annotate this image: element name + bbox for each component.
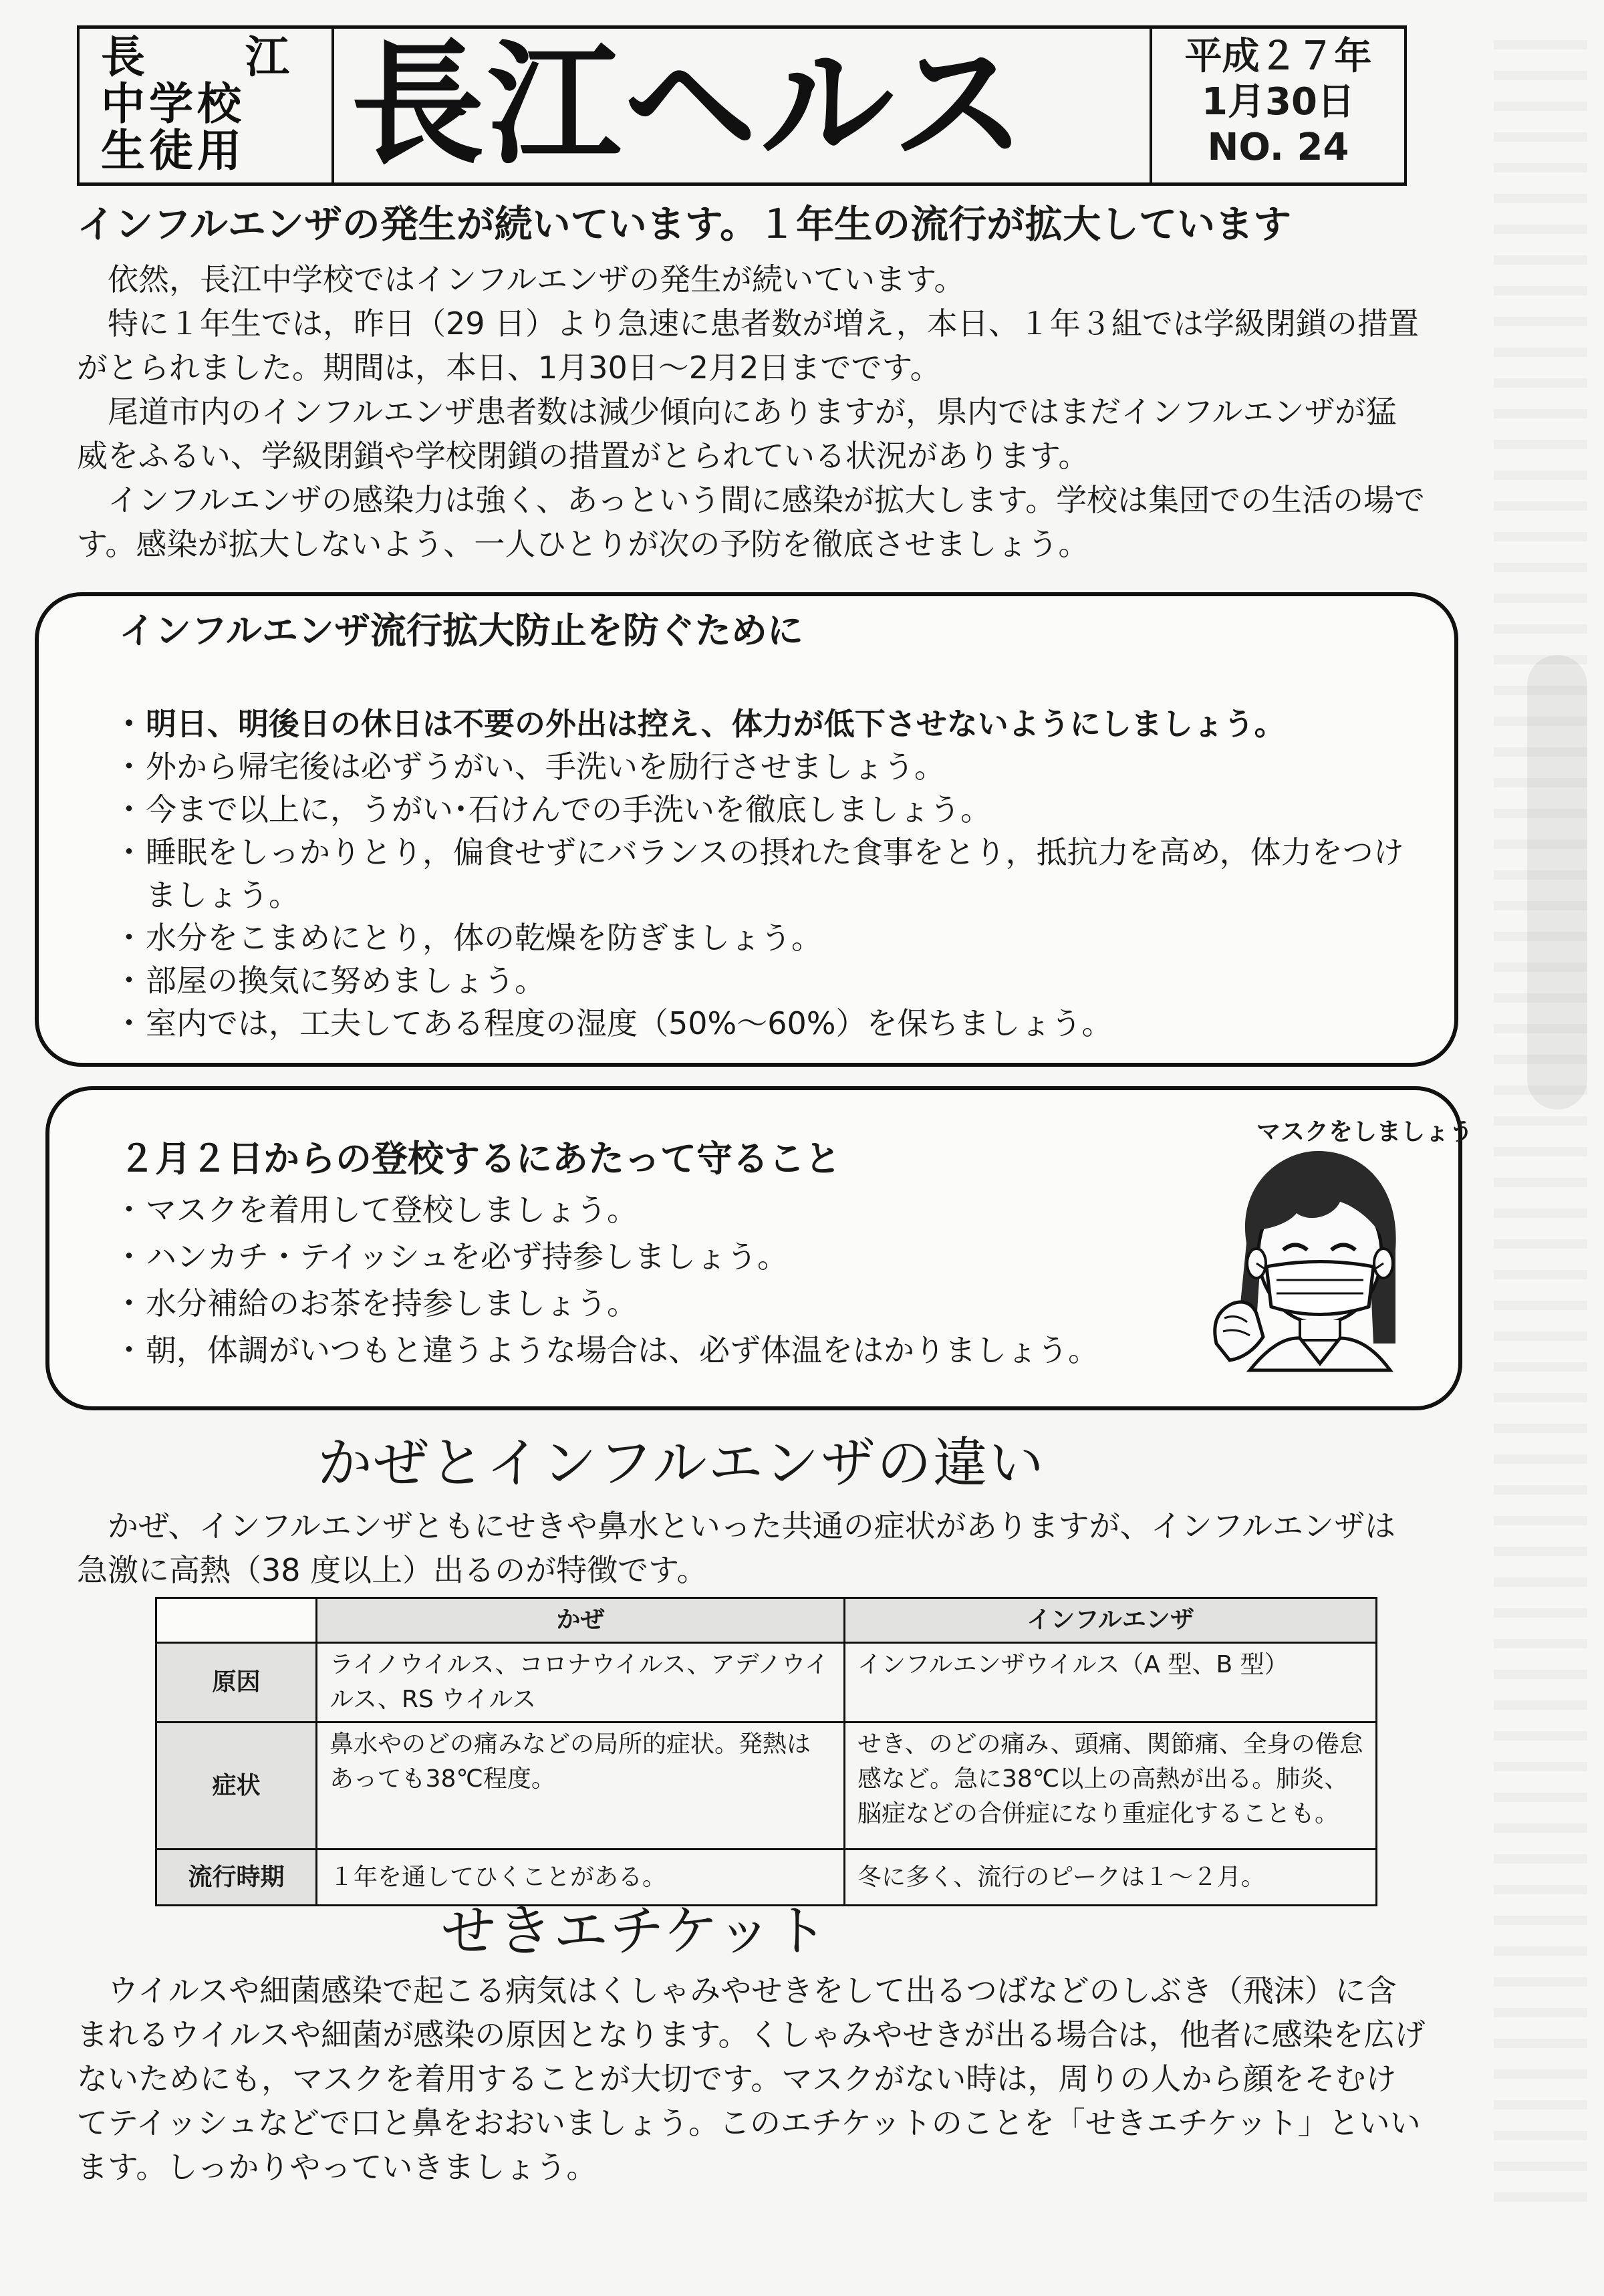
flu-cell: 冬に多く、流行のピークは１～２月。 [845,1849,1377,1906]
row-header: 流行時期 [156,1849,317,1906]
prevention-item: ・ 睡眠をしっかりとり，偏食せずにバランスの摂れた食事をとり，抵抗力を高め，体力をつけましょう。 [114,831,1424,916]
comparison-table [155,1597,1377,1906]
newsletter-title: 長江ヘルス [351,27,1029,183]
flu-cell: せき、のどの痛み、頭痛、関節痛、全身の倦怠感など。急に38℃以上の高熱が出る。肺炎、脳症などの合併症になり重症化することも。 [845,1723,1377,1849]
prevention-item: ・ 外から帰宅後は必ずうがい、手洗いを励行させましょう。 [114,745,1424,788]
school-label-text: 長 江 [101,31,293,83]
prevention-item: ・ 室内では，工夫してある程度の湿度（50%～60%）を保ちましょう。 [114,1002,1424,1045]
prevention-item: ・ 今まで以上に，うがい･石けんでの手洗いを徹底しましょう。 [114,788,1424,831]
school-label-line: 中学校 [101,78,245,130]
etiquette-body: ウイルスや細菌感染で起こる病気はくしゃみやせきをして出るつばなどのしぶき（飛沫）に含まれるウイルスや細菌が感染の原因となります。くしゃみやせきが出る場合は，他者に感染を広げないためにも，マスクを着用することが大切です。マスクがない時は，周りの人から顔をそむけてテイッシュなどで口と鼻をおおいましょう。このエチケットのことを「せきエチケット」といいます。しっかりやっていきましょう。 [77,1972,1426,2185]
issue-number: NO. 24 [1207,126,1349,169]
school-label [77,29,334,182]
school-return-item: ・ 水分補給のお茶を持参しましょう。 [114,1280,1183,1327]
row-header: 症状 [156,1723,317,1849]
etiquette-title: せきエチケット [441,1900,829,1963]
table-header-row [156,1598,1377,1643]
prevention-box-title: インフルエンザ流行拡大防止を防ぐために [119,610,803,652]
collar-icon [1250,1338,1390,1370]
school-label-line: 生徒用 [101,125,245,176]
school-return-box-title: ２月２日からの登校するにあたって守ること [119,1138,841,1180]
bleed-through-shape [1527,655,1587,1110]
prevention-item: ・ 明日、明後日の休日は不要の外出は控え、体力が低下させないようにしましょう。 [114,703,1424,745]
table-row [156,1849,1377,1906]
column-header-cold: かぜ [317,1598,845,1643]
flu-cell: インフルエンザウイルス（A 型、B 型） [845,1643,1377,1723]
prevention-list [114,703,1424,1045]
issue-era-year: 平成２７年 [1184,35,1372,78]
row-header: 原因 [156,1643,317,1723]
cold-cell: 鼻水やのどの痛みなどの局所的症状。発熱はあっても38℃程度。 [317,1723,845,1849]
school-return-item: ・ ハンカチ・テイッシュを必ず持参しましょう。 [114,1233,1183,1280]
cold-cell: ライノウイルス、コロナウイルス、アデノウイルス、RS ウイルス [317,1643,845,1723]
masked-girl-illustration [1183,1143,1437,1384]
table-row [156,1723,1377,1849]
school-return-item: ・ マスクを着用して登校しましょう。 [114,1186,1183,1233]
school-return-item: ・ 朝，体調がいつもと違うような場合は、必ず体温をはかりましょう。 [114,1327,1183,1374]
headline: インフルエンザの発生が続いています。１年生の流行が拡大しています [77,203,1292,247]
column-header-flu: インフルエンザ [845,1598,1377,1643]
issue-info [1150,29,1407,182]
comparison-intro: かぜ、インフルエンザともにせきや鼻水といった共通の症状がありますが、インフルエンザは急激に高熱（38 度以上）出るのが特徴です。 [77,1508,1395,1588]
intro-paragraph: 特に１年生では，昨日（29 日）より急速に患者数が増え，本日、１年３組では学級閉鎖の措置がとられました。期間は，本日、1月30日～2月2日までです。 [77,305,1419,386]
mask-illustration-caption: マスクをしましょう [1256,1118,1474,1146]
masthead [77,25,1407,186]
intro-paragraph: 依然，長江中学校ではインフルエンザの発生が続いています。 [108,261,965,297]
bleed-through-texture [1494,40,1587,2212]
intro-paragraph: 尾道市内のインフルエンザ患者数は減少傾向にありますが，県内ではまだインフルエンザが猛威をふるい、学級閉鎖や学校閉鎖の措置がとられている状況があります。 [77,394,1397,474]
cold-cell: １年を通してひくことがある。 [317,1849,845,1906]
school-label-line [101,31,317,83]
table-corner-cell [156,1598,317,1643]
prevention-item: ・ 水分をこまめにとり，体の乾燥を防ぎましょう。 [114,916,1424,959]
table-row [156,1643,1377,1723]
comparison-title: かぜとインフルエンザの違い [317,1432,1045,1495]
mask-icon [1266,1262,1373,1315]
issue-date: 1月30日 [1202,80,1355,124]
prevention-item: ・ 部屋の換気に努めましょう。 [114,959,1424,1002]
intro-paragraph: インフルエンザの感染力は強く、あっという間に感染が拡大します。学校は集団での生活の場です。感染が拡大しないよう、一人ひとりが次の予防を徹底させましょう。 [77,482,1426,562]
school-return-list [114,1186,1183,1374]
